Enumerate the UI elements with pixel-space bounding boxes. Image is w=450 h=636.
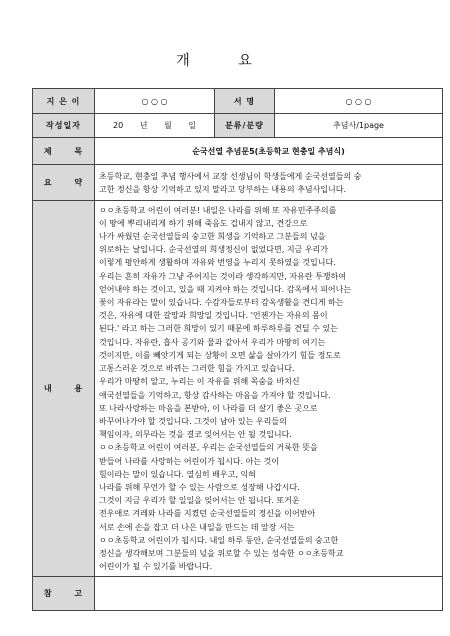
date-row	[33, 114, 443, 138]
content-line: ㅇㅇ초등학교 어린이 여러분! 내일은 나라를 위해 또 자유민주주의를	[99, 205, 337, 215]
content-line: 우리가 마땅히 알고, 누리는 이 자유를 위해 목숨을 바치신	[99, 377, 300, 387]
author-label: 지 은 이	[33, 89, 95, 114]
note-row	[33, 577, 443, 611]
content-line: 책임이자, 의무라는 것을 결코 잊어서는 안 될 것입니다.	[99, 430, 292, 440]
page-title: 개 요	[176, 53, 274, 69]
subject-value: 순국선열 추념문5(초등학교 현충일 추념식)	[95, 138, 443, 165]
content-line: 것이지만, 이를 빼앗기게 되는 상황이 오면 삶을 살아가기 힘들 정도로	[99, 350, 341, 360]
content-line: 정신을 생각해보며 그분들의 넋을 위로할 수 있는 성숙한 ㅇㅇ초등학교	[99, 548, 344, 558]
content-line: 받들어 나라를 사랑하는 어린이가 됩시다. 아는 것이	[99, 456, 280, 466]
subject-label: 제 목	[33, 138, 95, 165]
date-value: 20 년 월 일	[95, 114, 215, 138]
date-label: 작성일자	[33, 114, 95, 138]
author-value: ○ ○ ○	[95, 89, 215, 114]
content-line: 나라를 위해 무언가 할 수 있는 사람으로 성장해 나갑시다.	[99, 482, 300, 492]
content-body	[95, 201, 443, 577]
content-line: 나가 싸웠던 순국선열들의 숭고한 희생을 기억하고 그분들의 넋을	[99, 232, 326, 242]
content-line: 그것이 지금 우리가 할 일일을 잊어서는 안 됩니다. 또거운	[99, 496, 300, 506]
content-line: 또 나라사랑하는 마음을 본받아, 이 나라를 더 살기 좋은 곳으로	[99, 403, 318, 413]
content-line: 서로 손에 손을 잡고 더 나은 내일을 만드는 데 앞장 서는	[99, 522, 295, 532]
content-line: 이 땅에 뿌리내리게 하기 위해 죽음도 겁내지 않고, 견강으로	[99, 218, 308, 228]
summary-row	[33, 165, 443, 201]
content-line: 위로하는 날입니다. 순국선열의 희생정신이 없었다면, 지금 우리가	[99, 245, 328, 255]
content-row	[33, 201, 443, 577]
summary-line: 초등학교, 현충일 추념 행사에서 교장 선생님이 학생들에게 순국선열들의 숭	[99, 171, 362, 181]
content-line: 고통스러운 것으로 바뀌는 그러한 힘을 가지고 있습니다.	[99, 364, 295, 374]
content-line: 것입니다. 자유란, 흡사 공기와 물과 같아서 우리가 마땅히 여기는	[99, 337, 326, 347]
summary-line: 고한 정신을 항상 기억하고 있지 말라고 당부하는 내용의 추념사입니다.	[99, 184, 346, 194]
note-value	[95, 577, 443, 611]
content-line: 힘이라는 말이 있습니다. 열심히 배우고, 익혀	[99, 469, 256, 479]
author-row	[33, 89, 443, 114]
summary-label: 요 약	[33, 165, 95, 201]
content-line: ㅇㅇ초등학교 어린이가 됩시다. 내일 하루 동안, 순국선열들의 숭고한	[99, 535, 339, 545]
category-value: 추념사/1page	[275, 114, 443, 138]
content-line: 어린이가 될 수 있기를 바랍니다.	[99, 562, 213, 572]
subject-row	[33, 138, 443, 165]
sign-label: 서 명	[215, 89, 275, 114]
overview-form-table	[32, 88, 443, 611]
content-line: 것은, 자유에 대한 갈망과 희망일 것입니다. '언젠가는 자유의 몸이	[99, 311, 328, 321]
content-line: 애국선열들을 기억하고, 항상 감사하는 마음을 가져야 할 것입니다.	[99, 390, 331, 400]
content-line: 얻어내야 하는 것이고, 있을 때 지켜야 하는 것입니다. 감옥에서 피어나는	[99, 284, 352, 294]
category-label: 분류/분량	[215, 114, 275, 138]
content-line: 바꾸어나가야 할 것입니다. 그것이 남아 있는 우리들의	[99, 416, 287, 426]
content-line: 이렇게 평안하게 생활하며 자유와 번영을 누리지 못하였을 것입니다.	[99, 258, 336, 268]
sign-value: ○ ○ ○	[275, 89, 443, 114]
content-line: 된다.' 라고 하는 그러한 희망이 있기 때문에 하루하루를 견딜 수 있는	[99, 324, 338, 334]
content-line: 전우애로 겨레와 나라를 지켰던 순국선열들의 정신을 이어받아	[99, 509, 316, 519]
content-line: 꽃이 자유라는 말이 있습니다. 수감자들로부터 감옥생활을 견디게 하는	[99, 298, 344, 308]
content-label: 내 용	[33, 201, 95, 577]
content-line: 우리는 흔히 자유가 그냥 주어지는 것이라 생각하지만, 자유란 투쟁하여	[99, 271, 346, 281]
summary-text	[95, 165, 443, 201]
note-label: 참 고	[33, 577, 95, 611]
content-line: ㅇㅇ초등학교 어린이 여러분, 우리는 순국선열들의 거룩한 뜻을	[99, 443, 318, 453]
